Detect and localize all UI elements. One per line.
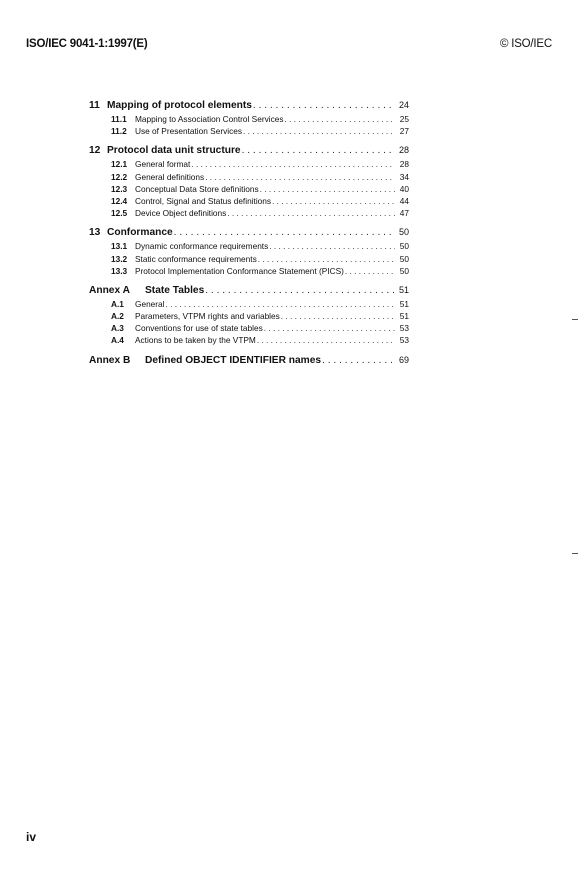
toc-entry-page: 40 bbox=[399, 183, 409, 194]
toc-entry-number: A.2 bbox=[111, 311, 124, 322]
toc-section-entry bbox=[89, 98, 409, 113]
toc-entry-title: Protocol data unit structure bbox=[107, 145, 241, 157]
toc-entry-title: General bbox=[135, 298, 165, 309]
toc-entry-title: Defined OBJECT IDENTIFIER names bbox=[145, 354, 322, 366]
toc-entry-number: A.3 bbox=[111, 323, 124, 334]
dot-leader bbox=[260, 183, 395, 195]
toc-entry-number: 11.1 bbox=[111, 114, 127, 124]
toc-entry-page: 25 bbox=[399, 114, 409, 124]
toc-entry-page: 24 bbox=[398, 100, 409, 110]
dot-leader bbox=[166, 298, 395, 310]
dot-leader bbox=[269, 240, 395, 252]
copyright-notice: © ISO/IEC bbox=[499, 38, 552, 50]
toc-entry-page: 51 bbox=[398, 284, 409, 295]
dot-leader bbox=[191, 158, 395, 170]
toc-entry-number: Annex A bbox=[89, 284, 130, 296]
dot-leader bbox=[253, 98, 395, 113]
toc-entry-title: Mapping to Association Control Services bbox=[135, 114, 284, 124]
toc-section-entry bbox=[89, 283, 409, 298]
toc-subsection-entry bbox=[89, 310, 409, 322]
dot-leader bbox=[345, 265, 395, 277]
toc-entry-title: General definitions bbox=[135, 171, 205, 182]
dot-leader bbox=[258, 253, 395, 265]
toc-entry-number: 12.3 bbox=[111, 183, 128, 194]
toc-entry-page: 50 bbox=[398, 227, 409, 238]
toc-subsection-entry bbox=[89, 322, 409, 334]
toc-entry-page: 51 bbox=[399, 311, 409, 322]
toc-entry-number: 12.4 bbox=[111, 195, 128, 206]
toc-entry-number: 12 bbox=[89, 145, 101, 157]
toc-entry-number: 12.1 bbox=[111, 159, 128, 170]
toc-entry-page: 51 bbox=[399, 298, 409, 309]
toc-entry-page: 53 bbox=[399, 323, 409, 334]
toc-entry-number: 13.3 bbox=[111, 265, 128, 276]
toc-entry-number: 12.5 bbox=[111, 208, 128, 219]
toc-entry-number: 13.1 bbox=[111, 241, 128, 252]
toc-entry-title: Conventions for use of state tables bbox=[135, 323, 263, 334]
dot-leader bbox=[281, 310, 395, 322]
toc-section-entry bbox=[89, 143, 409, 158]
toc-entry-title: Mapping of protocol elements bbox=[107, 100, 252, 111]
toc-entry-page: 34 bbox=[399, 171, 409, 182]
toc-entry-page: 69 bbox=[398, 354, 409, 365]
margin-mark bbox=[572, 319, 578, 320]
toc-subsection-entry bbox=[89, 158, 409, 170]
toc-entry-title: Conformance bbox=[107, 227, 173, 239]
toc-subsection-entry bbox=[89, 207, 409, 219]
toc-entry-title: Parameters, VTPM rights and variables bbox=[135, 311, 280, 322]
toc-entry-title: Actions to be taken by the VTPM bbox=[135, 335, 256, 346]
toc-section-entry bbox=[89, 353, 409, 368]
toc-entry-page: 50 bbox=[399, 241, 409, 252]
dot-leader bbox=[264, 322, 395, 334]
toc-subsection-entry bbox=[89, 253, 409, 265]
toc-subsection-entry bbox=[89, 183, 409, 195]
toc-subsection-entry bbox=[89, 298, 409, 310]
toc-entry-title: State Tables bbox=[145, 284, 205, 296]
table-of-contents bbox=[89, 98, 409, 368]
dot-leader bbox=[205, 171, 395, 183]
toc-subsection-entry bbox=[89, 171, 409, 183]
toc-section-entry bbox=[89, 225, 409, 240]
toc-entry-page: 47 bbox=[399, 208, 409, 219]
toc-entry-page: 44 bbox=[399, 195, 409, 206]
toc-entry-page: 28 bbox=[398, 145, 409, 156]
toc-subsection-entry bbox=[89, 113, 409, 125]
toc-entry-page: 50 bbox=[399, 253, 409, 264]
dot-leader bbox=[242, 143, 395, 158]
dot-leader bbox=[272, 195, 395, 207]
toc-entry-title: Static conformance requirements bbox=[135, 253, 257, 264]
toc-subsection-entry bbox=[89, 334, 409, 346]
toc-entry-number: Annex B bbox=[89, 354, 131, 366]
toc-entry-title: Control, Signal and Status definitions bbox=[135, 195, 272, 206]
toc-entry-page: 50 bbox=[399, 265, 409, 276]
dot-leader bbox=[227, 207, 395, 219]
toc-subsection-entry bbox=[89, 240, 409, 252]
toc-entry-number: 13 bbox=[89, 227, 101, 239]
toc-entry-title: Dynamic conformance requirements bbox=[135, 241, 269, 252]
toc-subsection-entry bbox=[89, 125, 409, 137]
toc-subsection-entry bbox=[89, 195, 409, 207]
toc-entry-title: Device Object definitions bbox=[135, 208, 227, 219]
dot-leader bbox=[205, 283, 395, 298]
dot-leader bbox=[174, 225, 395, 240]
page-number: iv bbox=[26, 830, 37, 844]
dot-leader bbox=[257, 334, 395, 346]
toc-entry-page: 28 bbox=[399, 159, 409, 170]
toc-entry-title: General format bbox=[135, 159, 191, 170]
dot-leader bbox=[322, 353, 395, 368]
toc-entry-number: 13.2 bbox=[111, 253, 128, 264]
toc-subsection-entry bbox=[89, 265, 409, 277]
toc-entry-number: 12.2 bbox=[111, 171, 128, 182]
toc-entry-number: A.4 bbox=[111, 335, 124, 346]
document-identifier: ISO/IEC 9041-1:1997(E) bbox=[26, 38, 148, 50]
toc-entry-title: Conceptual Data Store definitions bbox=[135, 183, 259, 194]
dot-leader bbox=[243, 125, 395, 137]
toc-entry-page: 27 bbox=[399, 126, 409, 137]
toc-entry-page: 53 bbox=[399, 335, 409, 346]
toc-entry-number: 11 bbox=[89, 100, 100, 111]
toc-entry-title: Protocol Implementation Conformance Statement (PICS) bbox=[135, 265, 344, 276]
dot-leader bbox=[285, 113, 396, 125]
toc-entry-number: A.1 bbox=[111, 298, 124, 309]
toc-entry-number: 11.2 bbox=[111, 126, 127, 137]
margin-mark bbox=[572, 553, 578, 554]
toc-entry-title: Use of Presentation Services bbox=[135, 126, 242, 137]
